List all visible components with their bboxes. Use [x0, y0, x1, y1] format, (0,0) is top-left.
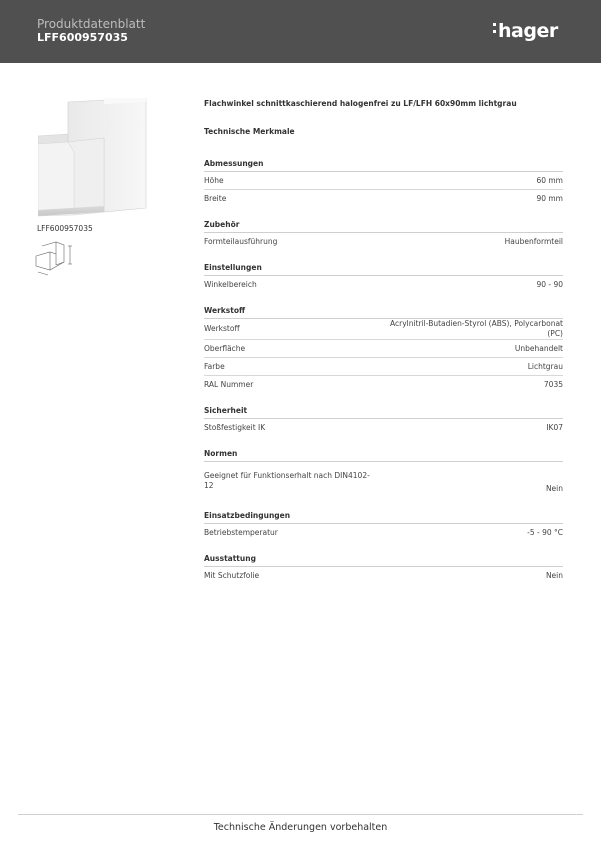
- spec-label: RAL Nummer: [204, 379, 254, 389]
- spec-value: IK07: [546, 422, 563, 432]
- spec-group-abmessungen: [204, 157, 563, 207]
- spec-row: [204, 276, 563, 293]
- product-image: [38, 98, 148, 218]
- spec-group-title: Einstellungen: [204, 261, 563, 276]
- spec-value: Nein: [545, 484, 563, 493]
- spec-table: [204, 148, 563, 595]
- spec-row: [204, 567, 563, 584]
- spec-group-ausstattung: [204, 552, 563, 584]
- footer-divider: [18, 814, 583, 815]
- doc-type: Produktdatenblatt: [37, 17, 146, 31]
- spec-row: [204, 340, 563, 358]
- spec-row: [204, 524, 563, 541]
- spec-group-title: Abmessungen: [204, 157, 563, 172]
- spec-row: [204, 419, 563, 436]
- spec-group-title: Einsatzbedingungen: [204, 509, 563, 524]
- product-code: LFF600957035: [37, 224, 93, 233]
- spec-group-einstellungen: [204, 261, 563, 293]
- product-title: Flachwinkel schnittkaschierend halogenfrei zu LF/LFH 60x90mm lichtgrau: [204, 99, 517, 108]
- spec-label: Formteilausführung: [204, 236, 278, 246]
- spec-group-title: Zubehör: [204, 218, 563, 233]
- spec-value: Lichtgrau: [527, 361, 563, 371]
- spec-group-sicherheit: [204, 404, 563, 436]
- spec-value: Nein: [545, 570, 563, 580]
- spec-group-einsatzbedingungen: [204, 509, 563, 541]
- spec-group-title: Ausstattung: [204, 552, 563, 567]
- spec-value: 60 mm: [536, 175, 563, 185]
- spec-value: 7035: [543, 379, 563, 389]
- spec-label: Winkelbereich: [204, 279, 257, 289]
- spec-row: [204, 319, 563, 340]
- spec-label: Betriebstemperatur: [204, 527, 278, 537]
- spec-label: Werkstoff: [204, 324, 240, 333]
- spec-row: [204, 358, 563, 376]
- spec-row: [204, 190, 563, 207]
- hager-logo: [492, 18, 564, 44]
- spec-label: Geeignet für Funktionserhalt nach DIN4102-12: [204, 471, 370, 490]
- spec-label: Oberfläche: [204, 343, 246, 353]
- spec-value: 90 mm: [536, 193, 563, 203]
- header-bar: [0, 0, 601, 63]
- spec-row: [204, 233, 563, 250]
- spec-row: [204, 172, 563, 190]
- spec-label: Höhe: [204, 175, 224, 185]
- spec-row: [204, 376, 563, 393]
- spec-group-title: Normen: [204, 447, 563, 462]
- spec-group-zubehoer: [204, 218, 563, 250]
- spec-group-title: Werkstoff: [204, 304, 563, 319]
- spec-label: Stoßfestigkeit IK: [204, 422, 266, 432]
- section-title: Technische Merkmale: [204, 127, 295, 136]
- spec-value: 90 - 90: [536, 279, 563, 289]
- spec-label: Mit Schutzfolie: [204, 570, 260, 580]
- spec-group-werkstoff: [204, 304, 563, 393]
- footer-note: Technische Änderungen vorbehalten: [213, 822, 388, 833]
- spec-value: Haubenformteil: [504, 236, 563, 246]
- spec-label: Farbe: [204, 361, 225, 371]
- spec-value: Acrylnitril-Butadien-Styrol (ABS), Polycarbonat (PC): [390, 319, 563, 338]
- spec-value: -5 - 90 °C: [527, 527, 563, 537]
- spec-row: [204, 462, 563, 498]
- doc-number: LFF600957035: [37, 31, 128, 44]
- spec-group-normen: [204, 447, 563, 498]
- spec-group-title: Sicherheit: [204, 404, 563, 419]
- svg-text:hager: hager: [498, 20, 558, 42]
- spec-label: Breite: [204, 193, 227, 203]
- technical-drawing: [34, 236, 76, 276]
- spec-value: Unbehandelt: [514, 343, 563, 353]
